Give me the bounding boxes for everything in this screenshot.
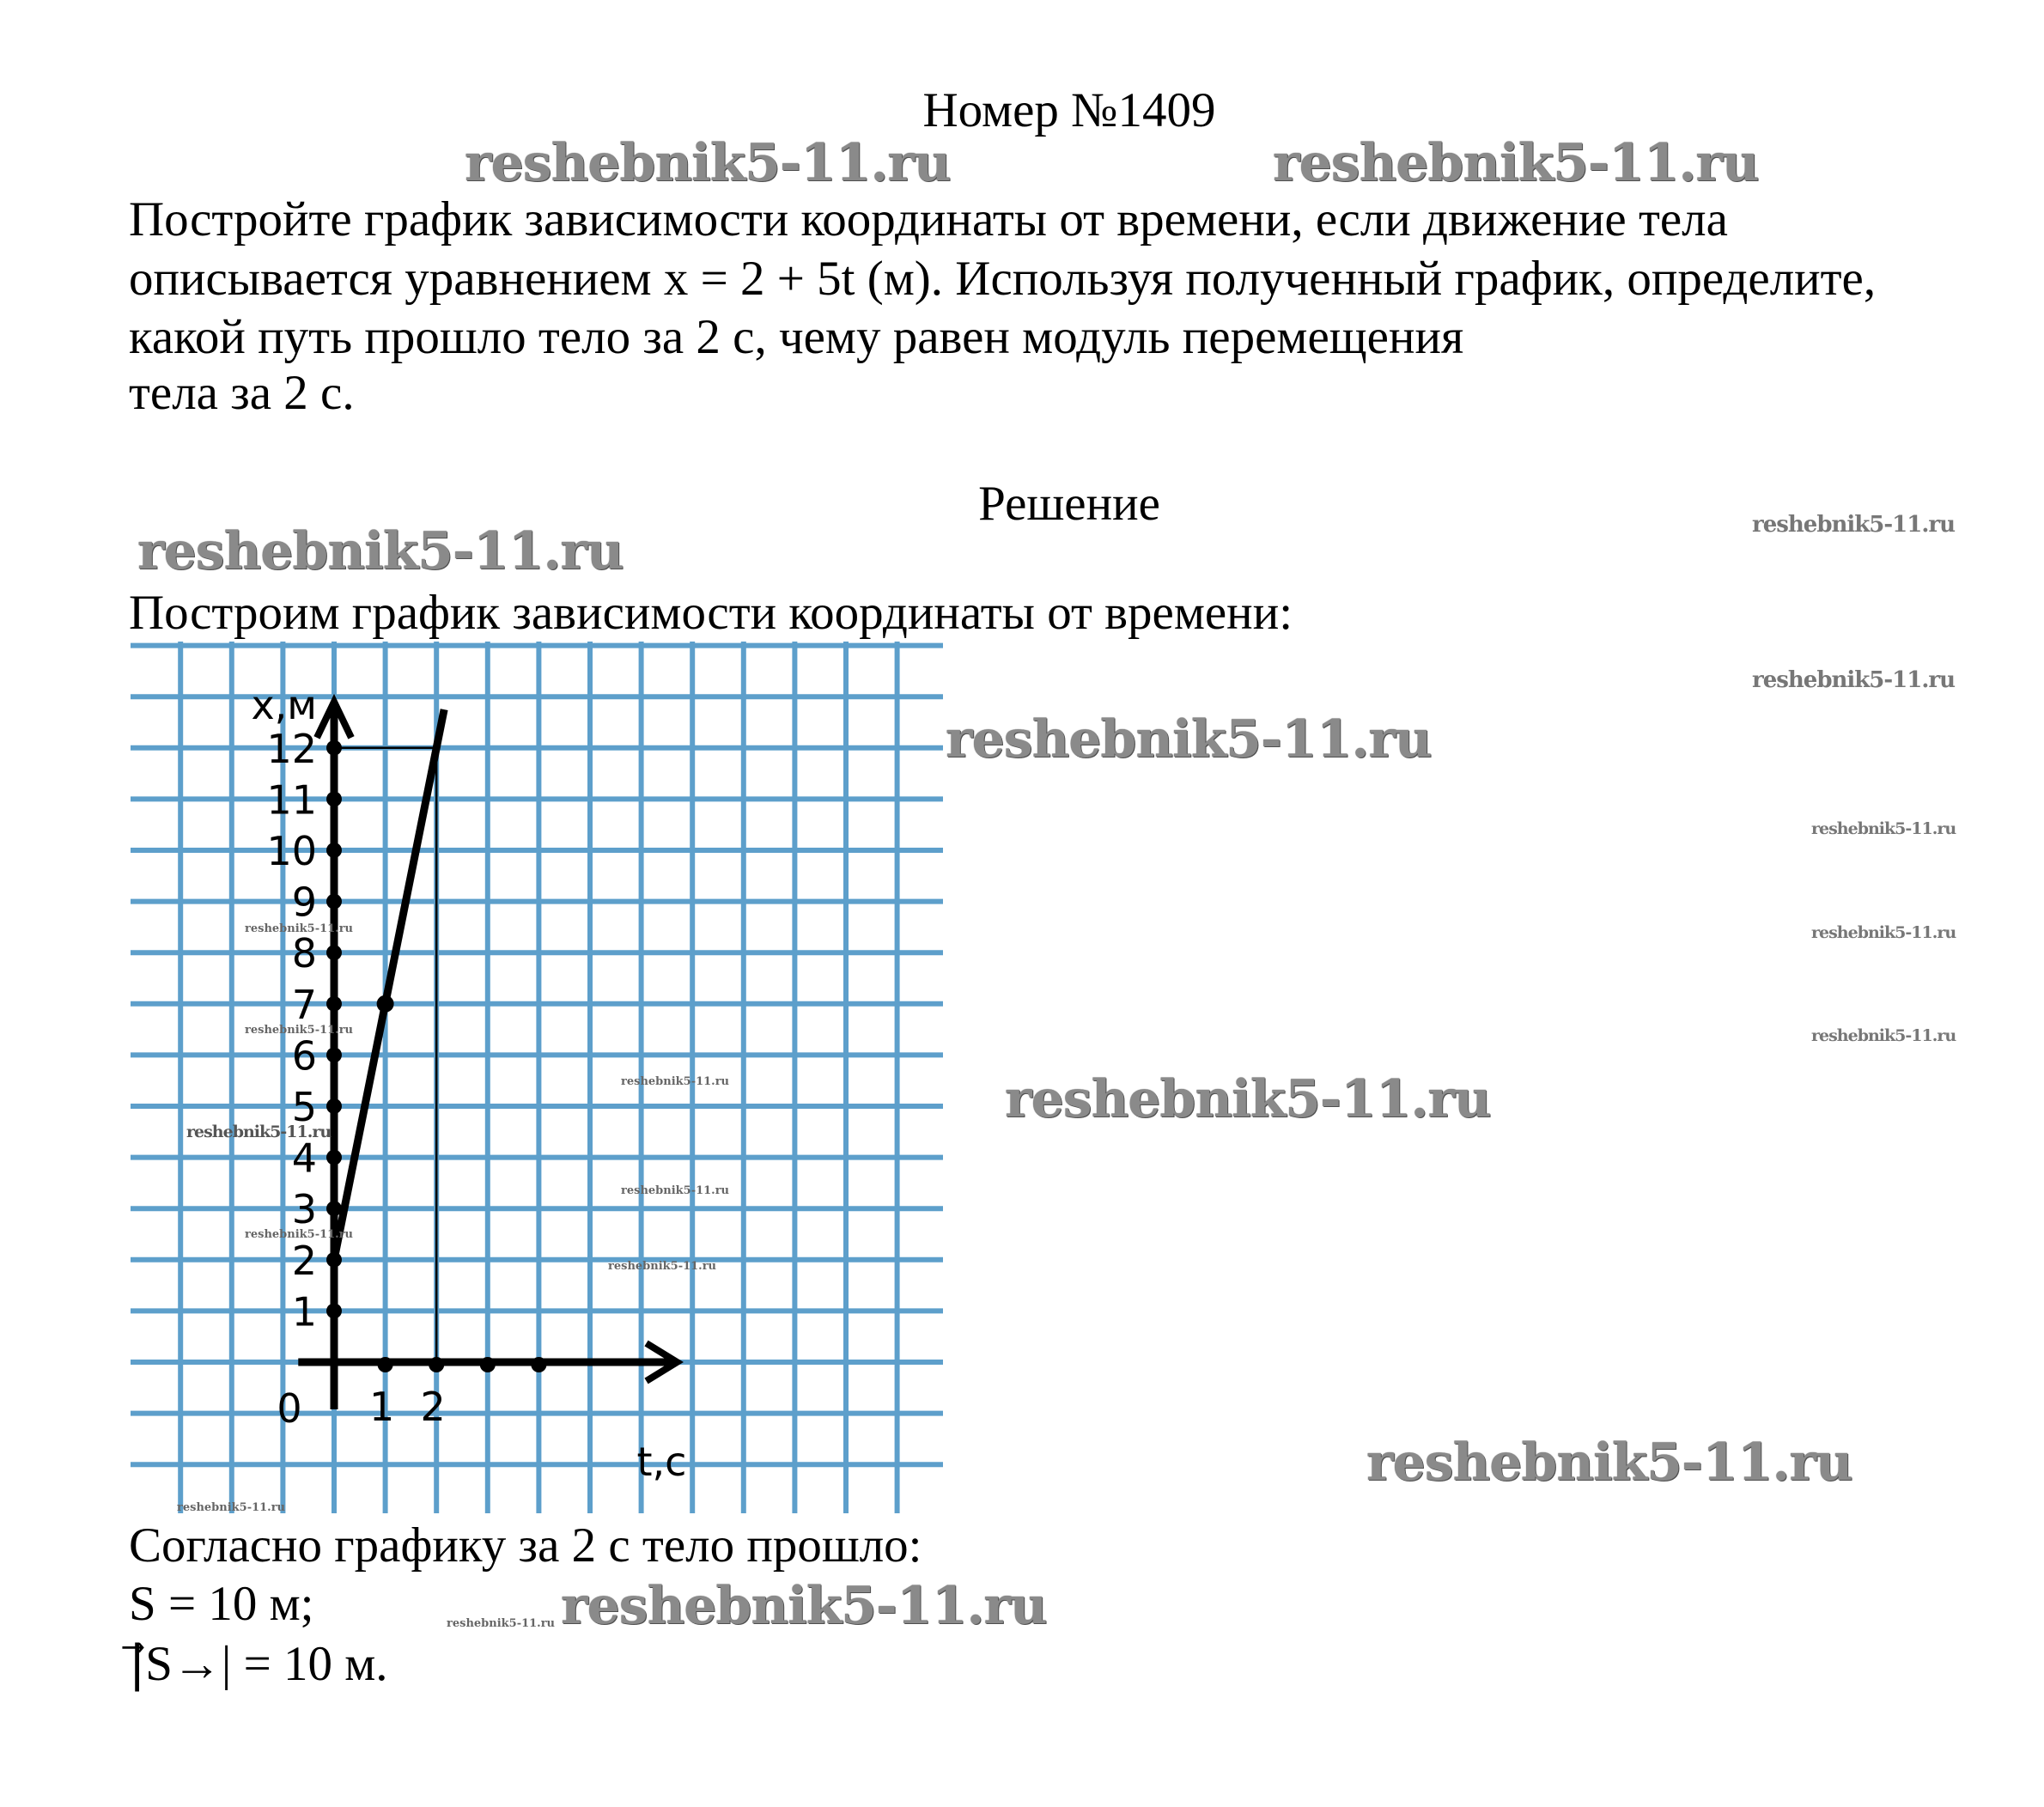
y-tick-dot (326, 1201, 342, 1216)
x-tick-dot (429, 1357, 444, 1372)
watermark: reshebnik5-11.ru (1752, 512, 1956, 538)
marked-point (377, 995, 394, 1013)
y-tick-dot (326, 1252, 342, 1268)
y-tick-label: 12 (266, 725, 317, 772)
watermark: reshebnik5-11.ru (465, 133, 951, 193)
position-time-graph (131, 642, 943, 1513)
x-axis-label: t,c (636, 1439, 687, 1485)
x-tick-dot (531, 1357, 546, 1372)
problem-line-4: тела за 2 с. (129, 366, 355, 420)
y-tick-dot (326, 1047, 342, 1062)
watermark: reshebnik5-11.ru (1811, 819, 1956, 838)
watermark: reshebnik5-11.ru (245, 922, 354, 935)
watermark: reshebnik5-11.ru (186, 1123, 332, 1141)
watermark: reshebnik5-11.ru (621, 1184, 730, 1197)
y-tick-label: 1 (291, 1288, 317, 1335)
watermark: reshebnik5-11.ru (245, 1024, 354, 1037)
watermark: reshebnik5-11.ru (561, 1576, 1047, 1636)
watermark: reshebnik5-11.ru (177, 1501, 286, 1514)
watermark: reshebnik5-11.ru (1366, 1433, 1852, 1493)
x-tick-dot (480, 1357, 496, 1372)
y-tick-dot (326, 843, 342, 858)
problem-line-3: какой путь прошло тело за 2 с, чему равен модуль перемещения (129, 310, 1464, 364)
conclusion-line-1: Согласно графику за 2 с тело прошло: (129, 1518, 922, 1573)
y-tick-dot (326, 894, 342, 910)
y-tick-label: 6 (291, 1032, 317, 1080)
watermark: reshebnik5-11.ru (1273, 133, 1759, 193)
watermark: reshebnik5-11.ru (447, 1617, 556, 1630)
y-tick-label: 5 (291, 1084, 317, 1130)
watermark: reshebnik5-11.ru (1752, 667, 1956, 693)
problem-line-1: Постройте график зависимости координаты от времени, если движение тела (129, 192, 1728, 246)
watermark: reshebnik5-11.ru (1811, 1026, 1956, 1045)
y-tick-label: 4 (291, 1135, 317, 1182)
y-tick-dot (326, 1303, 342, 1318)
y-tick-label: 8 (291, 930, 317, 977)
y-tick-label: 9 (291, 879, 317, 926)
x-tick-label: 1 (368, 1384, 395, 1430)
watermark: reshebnik5-11.ru (1005, 1069, 1491, 1129)
y-tick-dot (326, 1098, 342, 1114)
conclusion-line-2: S = 10 м; (129, 1577, 314, 1631)
conclusion-line-3: |⃗S→| = 10 м. (129, 1637, 388, 1691)
watermark: reshebnik5-11.ru (946, 709, 1432, 770)
graph-line (334, 709, 444, 1260)
watermark: reshebnik5-11.ru (245, 1228, 354, 1241)
y-tick-dot (326, 945, 342, 960)
intro-text: Построим график зависимости координаты от времени: (129, 586, 1293, 640)
y-tick-label: 7 (291, 981, 317, 1028)
y-tick-dot (326, 996, 342, 1012)
y-axis-label: x,м (251, 682, 317, 729)
x-tick-label: 2 (420, 1384, 446, 1430)
y-tick-dot (326, 791, 342, 806)
y-tick-label: 10 (266, 828, 317, 874)
origin-label: 0 (277, 1385, 302, 1432)
page-title: Номер №1409 (922, 83, 1216, 137)
watermark: reshebnik5-11.ru (1811, 923, 1956, 942)
watermark: reshebnik5-11.ru (608, 1260, 717, 1273)
y-tick-label: 2 (291, 1237, 317, 1284)
watermark: reshebnik5-11.ru (137, 521, 624, 581)
watermark: reshebnik5-11.ru (621, 1075, 730, 1088)
y-tick-dot (326, 740, 342, 756)
solution-heading: Решение (978, 477, 1160, 531)
y-tick-label: 3 (291, 1186, 317, 1233)
problem-line-2: описывается уравнением x = 2 + 5t (м). Используя полученный график, определите, (129, 252, 1877, 306)
x-tick-dot (378, 1357, 393, 1372)
y-tick-dot (326, 1150, 342, 1165)
y-tick-label: 11 (266, 776, 317, 824)
